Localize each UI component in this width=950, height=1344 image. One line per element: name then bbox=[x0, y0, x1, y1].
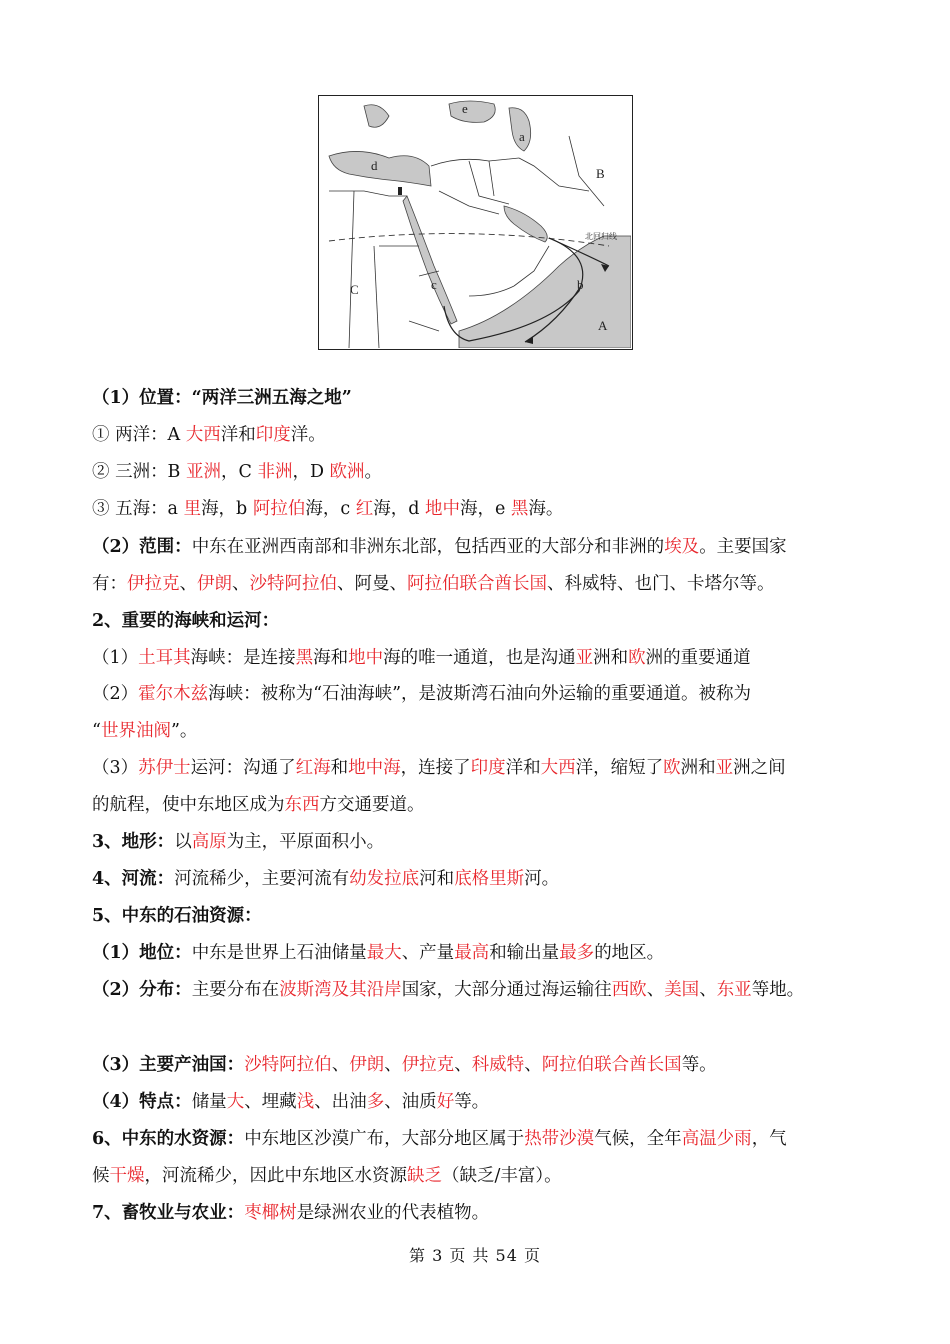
answer: 地中海 bbox=[348, 758, 401, 778]
answer: 缺乏 bbox=[407, 1166, 442, 1186]
answer: 幼发拉底 bbox=[349, 869, 420, 889]
oil-producers-line: （3）主要产油国：沙特阿拉伯、伊朗、伊拉克、科威特、阿拉伯联合酋长国等。 bbox=[92, 1055, 717, 1075]
answer: 西欧 bbox=[611, 980, 647, 1000]
answer: 黑 bbox=[510, 499, 529, 519]
answer: 沙特阿拉伯 bbox=[249, 574, 337, 594]
section-location-heading: （1）位置：“两洋三洲五海之地” bbox=[92, 388, 352, 408]
strait-turkey-line: （1）土耳其海峡：是连接黑海和地中海的唯一通道，也是沟通亚洲和欧洲的重要通道 bbox=[92, 648, 751, 668]
map-label-d: d bbox=[371, 158, 378, 173]
answer: 欧 bbox=[628, 648, 646, 668]
answer: 枣椰树 bbox=[244, 1203, 297, 1223]
answer: 红 bbox=[355, 499, 374, 519]
scope-line-1: （2）范围：中东在亚洲西南部和非洲东北部，包括西亚的大部分和非洲的埃及。主要国家 bbox=[92, 537, 787, 557]
three-continents-line: ② 三洲：B 亚洲，C 非洲，D 欧洲。 bbox=[92, 462, 383, 482]
straits-heading: 2、重要的海峡和运河： bbox=[92, 611, 280, 631]
answer: 浅 bbox=[296, 1092, 315, 1112]
answer: 大西 bbox=[540, 758, 576, 778]
water-resources-line: 6、中东的水资源：中东地区沙漠广布，大部分地区属于热带沙漠气候，全年高温少雨，气 bbox=[92, 1129, 787, 1149]
map-label-b: b bbox=[577, 277, 584, 292]
answer: 伊朗 bbox=[197, 574, 232, 594]
answer: 印度 bbox=[255, 425, 291, 445]
answer: 多 bbox=[366, 1092, 385, 1112]
answer: 世界油阀 bbox=[100, 721, 171, 741]
map-drawing bbox=[319, 96, 631, 348]
answer: 大 bbox=[226, 1092, 245, 1112]
answer: 阿拉伯联合酋长国 bbox=[541, 1055, 682, 1075]
answer: 埃及 bbox=[664, 537, 700, 557]
answer: 最多 bbox=[559, 943, 595, 963]
agriculture-line: 7、畜牧业与农业：枣椰树是绿洲农业的代表植物。 bbox=[92, 1203, 490, 1223]
answer: 欧 bbox=[663, 758, 681, 778]
suez-marker bbox=[398, 187, 402, 195]
answer: 伊拉克 bbox=[127, 574, 180, 594]
water-resources-line-2: 候干燥，河流稀少，因此中东地区水资源缺乏（缺乏/丰富）。 bbox=[92, 1166, 562, 1186]
answer: 地中 bbox=[424, 499, 460, 519]
answer: 大西 bbox=[185, 425, 221, 445]
map-label-continent-c: C bbox=[350, 282, 359, 297]
answer: 印度 bbox=[470, 758, 506, 778]
answer: 红海 bbox=[295, 758, 331, 778]
map-label-ocean-a: A bbox=[598, 318, 608, 333]
answer: 热带沙漠 bbox=[524, 1129, 595, 1149]
rivers-line: 4、河流：河流稀少，主要河流有幼发拉底河和底格里斯河。 bbox=[92, 869, 560, 889]
strait-hormuz-line-2: “世界油阀”。 bbox=[92, 721, 198, 741]
answer: 亚 bbox=[575, 648, 594, 668]
answer: 亚洲 bbox=[186, 462, 221, 482]
answer: 霍尔木兹 bbox=[138, 684, 209, 704]
answer: 非洲 bbox=[257, 462, 293, 482]
answer: 黑 bbox=[295, 648, 314, 668]
answer: 里 bbox=[183, 499, 202, 519]
answer: 好 bbox=[436, 1092, 455, 1112]
oil-heading: 5、中东的石油资源： bbox=[92, 906, 262, 926]
strait-hormuz-line: （2）霍尔木兹海峡：被称为“石油海峡”，是波斯湾石油向外运输的重要通道。被称为 bbox=[92, 684, 752, 704]
map-label-a: a bbox=[519, 129, 525, 144]
oil-distribution-line: （2）分布：主要分布在波斯湾及其沿岸国家，大部分通过海运输往西欧、美国、东亚等地。 bbox=[92, 980, 805, 1000]
suez-canal-line: （3）苏伊士运河：沟通了红海和地中海，连接了印度洋和大西洋，缩短了欧洲和亚洲之间 bbox=[92, 758, 786, 778]
answer: 伊拉克 bbox=[401, 1055, 455, 1075]
five-seas-line: ③ 五海：a 里海，b 阿拉伯海，c 红海，d 地中海，e 黑海。 bbox=[92, 499, 564, 519]
answer: 干燥 bbox=[109, 1166, 145, 1186]
map-label-tropic: 北回归线 bbox=[585, 232, 617, 241]
answer: 东亚 bbox=[716, 980, 752, 1000]
answer: 东西 bbox=[284, 795, 320, 815]
middle-east-map bbox=[318, 95, 633, 350]
page-footer: 第 3 页 共 54 页 bbox=[409, 1246, 541, 1265]
answer: 沙特阿拉伯 bbox=[244, 1055, 332, 1075]
oil-status-line: （1）地位：中东是世界上石油储量最大、产量最高和输出量最多的地区。 bbox=[92, 943, 665, 963]
answer: 底格里斯 bbox=[454, 869, 525, 889]
answer: 阿拉伯联合酋长国 bbox=[407, 574, 547, 594]
terrain-line: 3、地形：以高原为主，平原面积小。 bbox=[92, 832, 385, 852]
answer: 最高 bbox=[454, 943, 490, 963]
answer: 欧洲 bbox=[329, 462, 365, 482]
answer: 科威特 bbox=[471, 1055, 525, 1075]
answer: 波斯湾及其沿岸 bbox=[279, 980, 402, 1000]
answer: 苏伊士 bbox=[138, 758, 191, 778]
two-oceans-line: ① 两洋：A 大西洋和印度洋。 bbox=[92, 425, 326, 445]
answer: 高温少雨 bbox=[681, 1129, 752, 1149]
map-label-e: e bbox=[462, 101, 468, 116]
answer: 高原 bbox=[191, 832, 227, 852]
answer: 伊朗 bbox=[349, 1055, 385, 1075]
answer: 阿拉伯 bbox=[252, 499, 306, 519]
answer: 亚 bbox=[715, 758, 734, 778]
map-label-c: c bbox=[431, 277, 437, 292]
map-label-continent-b: B bbox=[596, 166, 605, 181]
scope-line-2: 有：伊拉克、伊朗、沙特阿拉伯、阿曼、阿拉伯联合酋长国、科威特、也门、卡塔尔等。 bbox=[92, 574, 775, 594]
answer: 美国 bbox=[664, 980, 700, 1000]
answer: 地中 bbox=[348, 648, 384, 668]
oil-features-line: （4）特点：储量大、埋藏浅、出油多、油质好等。 bbox=[92, 1092, 490, 1112]
suez-canal-line-2: 的航程，使中东地区成为东西方交通要道。 bbox=[92, 795, 425, 815]
answer: 最大 bbox=[366, 943, 402, 963]
answer: 土耳其 bbox=[138, 648, 191, 668]
